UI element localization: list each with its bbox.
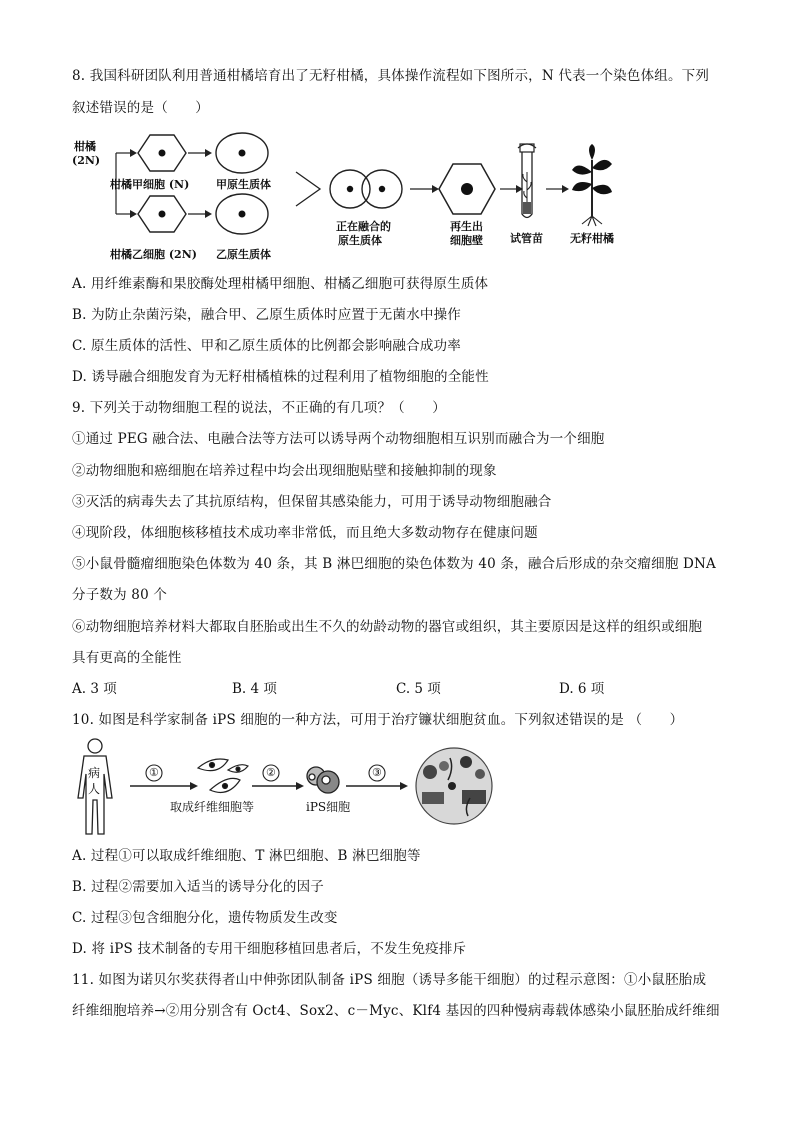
- ips-cells: [307, 767, 339, 793]
- cell-b-label: 柑橘乙细胞 (2N): [110, 248, 197, 261]
- protoplast-b-label: 乙原生质体: [216, 248, 271, 261]
- ips-label: iPS细胞: [306, 800, 351, 814]
- seedless-citrus-plant: [572, 144, 612, 226]
- patient-char-1: 病: [88, 766, 101, 780]
- q10-diagram: [70, 738, 470, 838]
- q9-item-5-cont: 分子数为 80 个: [72, 587, 168, 603]
- patient-char-2: 人: [88, 782, 101, 796]
- q9-option-c: C. 5 项: [396, 681, 441, 697]
- q10-option-d: D. 将 iPS 技术制备的专用干细胞移植回患者后，不发生免疫排斥: [72, 941, 467, 957]
- q10-flow-svg: [70, 738, 470, 838]
- wall-label-1: 再生出: [450, 220, 483, 233]
- fibroblast-cells: [198, 759, 248, 792]
- source-label: 柑橘: [74, 140, 96, 153]
- step-1-marker: ①: [149, 766, 159, 779]
- source-ploidy: (2N): [72, 154, 101, 167]
- q8-option-c: C. 原生质体的活性、甲和乙原生质体的比例都会影响融合成功率: [72, 338, 461, 354]
- q8-stem-line2: 叙述错误的是（ ）: [72, 100, 209, 116]
- fusing-label-1: 正在融合的: [336, 220, 391, 233]
- q9-option-d: D. 6 项: [559, 681, 605, 697]
- fusing-label-2: 原生质体: [338, 234, 382, 247]
- plant-label: 无籽柑橘: [570, 232, 614, 245]
- q10-stem: 10. 如图是科学家制备 iPS 细胞的一种方法，可用于治疗镰状细胞贫血。下列叙述错误的是 （ ）: [72, 712, 684, 728]
- q9-item-1: ①通过 PEG 融合法、电融合法等方法可以诱导两个动物细胞相互识别而融合为一个细胞: [72, 431, 605, 447]
- tube-label: 试管苗: [510, 232, 543, 245]
- q8-option-a: A. 用纤维素酶和果胶酶处理柑橘甲细胞、柑橘乙细胞可获得原生质体: [72, 276, 489, 292]
- q9-stem: 9. 下列关于动物细胞工程的说法，不正确的有几项？（ ）: [72, 400, 446, 416]
- protoplast-a-label: 甲原生质体: [216, 178, 271, 191]
- q9-option-a: A. 3 项: [72, 681, 117, 697]
- fibro-label: 取成纤维细胞等: [170, 800, 255, 814]
- q9-item-6: ⑥动物细胞培养材料大都取自胚胎或出生不久的幼龄动物的器官或组织，其主要原因是这样的组织或细胞: [72, 619, 703, 635]
- q10-option-c: C. 过程③包含细胞分化，遗传物质发生改变: [72, 910, 338, 926]
- q9-option-b: B. 4 项: [232, 681, 277, 697]
- q11-stem-line2: 纤维细胞培养→②用分别含有 Oct4、Sox2、c－Myc、Klf4 基因的四种慢病毒载体感染小鼠胚胎成纤维细: [72, 1003, 720, 1019]
- q8-option-d: D. 诱导融合细胞发育为无籽柑橘植株的过程利用了植物细胞的全能性: [72, 369, 489, 385]
- q10-option-a: A. 过程①可以取成纤维细胞、T 淋巴细胞、B 淋巴细胞等: [72, 848, 421, 864]
- step-3-marker: ③: [372, 766, 382, 779]
- q9-item-6-cont: 具有更高的全能性: [72, 650, 182, 666]
- differentiated-cells-icon: [416, 748, 492, 824]
- q10-option-b: B. 过程②需要加入适当的诱导分化的因子: [72, 879, 325, 895]
- q8-stem-line1: 8. 我国科研团队利用普通柑橘培育出了无籽柑橘，具体操作流程如下图所示，N 代表一个染色体组。下列: [72, 68, 710, 84]
- q11-stem-line1: 11. 如图为诺贝尔奖获得者山中伸弥团队制备 iPS 细胞（诱导多能干细胞）的过程示意图：①小鼠胚胎成: [72, 972, 707, 988]
- q8-diagram: [70, 132, 630, 262]
- wall-label-2: 细胞壁: [450, 234, 483, 247]
- q9-item-4: ④现阶段，体细胞核移植技术成功率非常低，而且绝大多数动物存在健康问题: [72, 525, 538, 541]
- q9-item-2: ②动物细胞和癌细胞在培养过程中均会出现细胞贴壁和接触抑制的现象: [72, 463, 497, 479]
- step-2-marker: ②: [266, 766, 276, 779]
- q9-item-5: ⑤小鼠骨髓瘤细胞染色体数为 40 条，其 B 淋巴细胞的染色体数为 40 条，融合后形成的杂交瘤细胞 DNA: [72, 556, 717, 572]
- q9-item-3: ③灭活的病毒失去了其抗原结构，但保留其感染能力，可用于诱导动物细胞融合: [72, 494, 552, 510]
- test-tube: [518, 144, 536, 218]
- q8-option-b: B. 为防止杂菌污染，融合甲、乙原生质体时应置于无菌水中操作: [72, 307, 462, 323]
- cell-a-label: 柑橘甲细胞 (N): [110, 178, 190, 191]
